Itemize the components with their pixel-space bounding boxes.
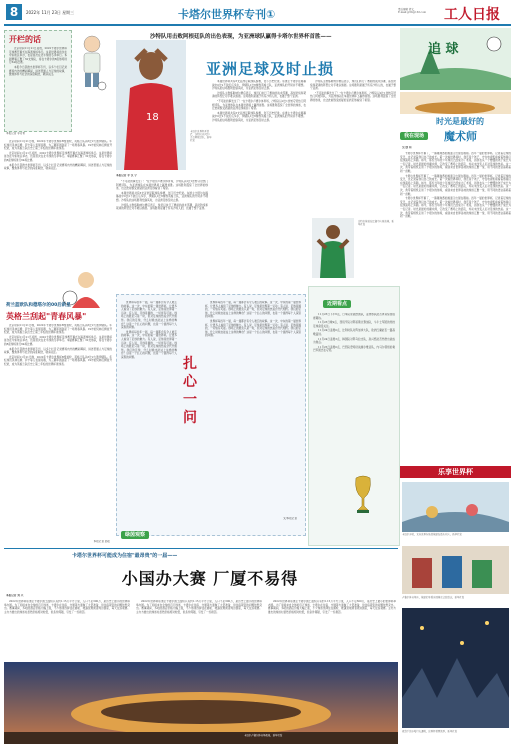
- feature-body: 卡塔尔世界杯开幕了，一幕幕熟悉的画面又出现在眼前。四年一届的世界杯，记录着足球的变迁，也记录着我们自己的成长。第一次看世界杯时，我还是个孩子，守在电视机前看着球星们在绿茵场上奔跑。如今，那些当年的少年球员已经成为了老将，而我也从一个懵懂的孩子成长为一名记者。时光是最好的魔术师，它改变了赛场上的面孔，却从未改变人们对足球的热爱。这一次，我带着相机走进了卡塔尔的球场，看到来自世界各地的球迷汇聚一堂，用不同的语言高唱着同一首歌。 卡塔尔世界杯开幕了，一幕幕熟悉的画面又出现在眼前。四年一届的世界杯，记录着足球的变迁，也记录着我们自己的成长。第一次看世界杯时，我还是个孩子，守在电视机前看着球星们在绿茵场上奔跑。如今，那些当年的少年球员已经成为了老将，而我也从一个懵懂的孩子成长为一名记者。时光是最好的魔术师，它改变了赛场上的面孔，却从未改变人们对足球的热爱。这一次，我带着相机走进了卡塔尔的球场，看到来自世界各地的球迷汇聚一堂，用不同的语言高唱着同一首歌。 卡塔尔世界杯开幕了，一幕幕熟悉的画面又出现在眼前。四年一届的世界杯，记录着足球的变迁，也记录着我们自己的成长。第一次看世界杯时，我还是个孩子，守在电视机前看着球星们在绿茵场上奔跑。如今，那些当年的少年球员已经成为了老将，而我也从一个懵懂的孩子成长为一名记者。时光是最好的魔术师，它改变了赛场上的面孔，却从未改变人们对足球的热爱。这一次，我带着相机走进了卡塔尔的球场，看到来自世界各地的球迷汇聚一堂，用不同的语言高唱着同一首歌。: [400, 152, 511, 219]
- recent-item: 11月23日下午6点，日本队迎战德国队，亚洲球队能否再造惊喜值得期待。: [313, 313, 395, 320]
- stadium-illustration: [400, 92, 511, 114]
- newspaper-logo: 工人日报: [444, 7, 500, 23]
- left-body-top: 北京时间11月21日晚，2022年卡塔尔世界杯B组首轮，英格兰队以6比2大胜伊朗队。年轻球员贝林厄姆、萨卡等人表现亮眼，为三狮军团刮起了一场青春风暴。19岁的贝林厄姆首开纪录，成为英格兰队历史上第二年轻的世界杯进球者。 北京时间11月21日凌晨，2022卡塔尔世界杯足球赛开幕式在海湾球场举行。这是世界杯首次在中东地区举办，也是首次在北半球的冬季举行。本届赛事汇聚了32支球队，将在卡塔尔的8座球场进行64场比赛。 本报今日起推出世界杯专刊，以多个栏目记录赛场内外的精彩瞬间，讲述普通人与足球的故事，聚焦体育与社会的深度联结，敬请关注。: [4, 140, 112, 171]
- main-headline: 亚洲足球及时止损: [205, 60, 334, 78]
- recent-item: 11月24日凌晨3点，韩国队对阵乌拉圭队，孙兴慜能否伤愈出战成为焦点。: [313, 337, 395, 345]
- section-title: 卡塔尔世界杯专刊①: [178, 8, 276, 21]
- feature-byline: 吴 欣 荷: [402, 146, 412, 149]
- bottom-rule: [4, 548, 398, 549]
- main-photo: [116, 40, 186, 170]
- bottom-body-col1: 2022年世界杯东道主卡塔尔国土面积只有约1.15万平方公里，人口不足300万，是历史上最小的世界杯举办国。为了迎接来自全球的百万球迷，卡塔尔在住宿、交通等方面做了大量准备，但住宿紧张的问题依然突出。赛事期间，多哈的酒店价格大幅上涨，不少球迷选择住在邮轮、帐篷营地或者周边国家，每天往返观赛。主办方推出的球迷村虽然价格相对较低，但条件简陋，引发了一些抱怨。: [4, 600, 130, 614]
- cartoon-figure: [72, 32, 112, 92]
- bottom-photo: [4, 662, 398, 744]
- column-title: 开栏的话: [9, 35, 41, 44]
- world-caption-2: 卢赛尔体育场外，球迷们身着各国球衣合影留念。新华社发: [402, 596, 465, 599]
- main-photo-caption: 卡塔尔世界杯开幕后，沙特队以2比1力克阿根廷队。新华社发: [190, 130, 212, 142]
- reporter-tag: 我在现场: [400, 122, 428, 141]
- recent-tag: 近期看点: [323, 300, 351, 308]
- essay-sign: 文/本报记者: [283, 517, 297, 520]
- left-body: 北京时间11月21日晚，2022年卡塔尔世界杯B组首轮，英格兰队以6比2大胜伊朗队。年轻球员贝林厄姆、萨卡等人表现亮眼，为三狮军团刮起了一场青春风暴。19岁的贝林厄姆首开纪录，成为英格兰队历史上第二年轻的世界杯进球者。 北京时间11月21日凌晨，2022卡塔尔世界杯足球赛开幕式在海湾球场举行。这是世界杯首次在中东地区举办，也是首次在北半球的冬季举行。本届赛事汇聚了32支球队，将在卡塔尔的8座球场进行64场比赛。 本报今日起推出世界杯专刊，以多个栏目记录赛场内外的精彩瞬间，讲述普通人与足球的故事，聚焦体育与社会的深度联结，敬请关注。 北京时间11月21日晚，2022年卡塔尔世界杯B组首轮，英格兰队以6比2大胜伊朗队。年轻球员贝林厄姆、萨卡等人表现亮眼，为三狮军团刮起了一场青春风暴。19岁的贝林厄姆首开纪录，成为英格兰队历史上第二年轻的世界杯进球者。: [4, 324, 112, 366]
- svg-text:18: 18: [146, 112, 159, 123]
- main-body-col3: 沙特队主教练勒纳尔赛后表示，球员们执行了赛前的战术部署，高位防线和紧凑的阵型让对手难以施展。这场胜利是属于所有沙特人的，也属于整个亚洲。 "不可能的事发生了！"在卡塔尔卢赛尔体育场，沙特队以2比1逆转夺冠热门阿根廷队，为亚洲球队在本届世界杯上赢得首胜。这场胜利震惊了全世界的球迷，也让此前饱受质疑的亚洲足球看到了希望。: [310, 80, 396, 102]
- world-caption-3: 夜幕下的多哈灯火通明，世界杯氛围浓厚。新华社发: [402, 730, 457, 733]
- main-body-col2: 本届世界杯共有6支亚洲足联球队参赛，创下历史纪录。东道主卡塔尔在揭幕战中0比2不敌厄瓜多尔，伊朗队1比6惨败英格兰队，亚洲球队的开局并不理想。沙特队的这场胜利恰逢其时，为亚洲足球及时止损。 沙特队主教练勒纳尔赛后表示，球员们执行了赛前的战术部署，高位防线和紧凑的阵型让对手难以施展。这场胜利是属于所有沙特人的，也属于整个亚洲。 "不可能的事发生了！"在卡塔尔卢赛尔体育场，沙特队以2比1逆转夺冠热门阿根廷队，为亚洲球队在本届世界杯上赢得首胜。这场胜利震惊了全世界的球迷，也让此前饱受质疑的亚洲足球看到了希望。 本届世界杯共有6支亚洲足联球队参赛，创下历史纪录。东道主卡塔尔在揭幕战中0比2不敌厄瓜多尔，伊朗队1比6惨败英格兰队，亚洲球队的开局并不理想。沙特队的这场胜利恰逢其时，为亚洲足球及时止损。: [212, 80, 306, 122]
- main-byline: 本报记者 李 汉 宇: [116, 174, 137, 177]
- editor-info: 责任编辑 胡文 E-mail:grrb@163.com: [398, 8, 426, 14]
- poster-title: 追 球: [428, 42, 459, 57]
- page-number: 8: [6, 4, 22, 20]
- feature-title: 魔术师: [444, 130, 477, 143]
- intro-text: 北京时间11月21日凌晨，2022卡塔尔世界杯足球赛开幕式在海湾球场举行。这是世界杯首次在中东地区举办，也是首次在北半球的冬季举行。本届赛事汇聚了32支球队，将在卡塔尔的8座球场进行64场比赛。 本报今日起推出世界杯专刊，以多个栏目记录赛场内外的精彩瞬间，讲述普通人与足球的故事，聚焦体育与社会的深度联结，敬请关注。: [9, 47, 67, 77]
- essay-col1: 世界杯每四年一届，每一届都会有令人难忘的故事。这一次，中东的第一届世界杯，让更多人看到了足球的魅力。有人说，足球是世界第一运动；有人说，足球是圆的，一切皆有可能。球场上的胜负只是一时，但对足球的热爱会代代相传。我们的足球，什么时候也能站上这样的舞台？这是一个扎心的问题，也是一个值得每个人深思的问题。 世界杯每四年一届，每一届都会有令人难忘的故事。这一次，中东的第一届世界杯，让更多人看到了足球的魅力。有人说，足球是世界第一运动；有人说，足球是圆的，一切皆有可能。球场上的胜负只是一时，但对足球的热爱会代代相传。我们的足球，什么时候也能站上这样的舞台？这是一个扎心的问题，也是一个值得每个人深思的问题。: [121, 301, 177, 359]
- world-photo-1: [402, 482, 509, 532]
- issue-date: 2022年 11月 23日 星期三: [26, 10, 75, 15]
- left-subtitle: 荷兰蓝欧队和德塔尔的00后新星: [6, 303, 71, 308]
- recent-item: 11月25日凌晨0点，巴西队登场迎战塞尔维亚队，内马尔领衔的桑巴军团志在夺冠。: [313, 345, 395, 353]
- inset-photo: [312, 218, 354, 278]
- green-tag: 绿茵观察: [121, 521, 149, 540]
- bottom-caption: 卡塔尔卢赛尔体育场夜景。新华社发: [244, 734, 283, 737]
- essay-box: [116, 294, 306, 536]
- world-photo-3: [402, 608, 509, 728]
- trophy-icon: [352, 474, 374, 514]
- bottom-body-col3: 2022年世界杯东道主卡塔尔国土面积只有约1.15万平方公里，人口不足300万，是历史上最小的世界杯举办国。为了迎接来自全球的百万球迷，卡塔尔在住宿、交通等方面做了大量准备，但住宿紧张的问题依然突出。赛事期间，多哈的酒店价格大幅上涨，不少球迷选择住在邮轮、帐篷营地或者周边国家，每天往返观赛。主办方推出的球迷村虽然价格相对较低，但条件简陋，引发了一些抱怨。: [268, 600, 396, 614]
- world-tag: 乐享世界杯: [400, 466, 511, 478]
- main-subhead: 沙特队用击败阿根廷队的出色表现，为亚洲球队赢得卡塔尔世界杯首胜——: [150, 34, 332, 40]
- world-photo-2: [402, 546, 509, 594]
- intro-signature: 本报记者 李丹青: [6, 132, 25, 135]
- bottom-subhead: 卡塔尔世界杯可能成为住宿"最昂贵"的一届——: [72, 553, 178, 559]
- bottom-byline: 本报记者 刘 兴: [6, 594, 24, 597]
- poster: [400, 28, 511, 90]
- header-rule: [4, 24, 511, 26]
- intro-box: [4, 30, 72, 132]
- inset-caption: 沙特队球员在比赛中庆祝进球。新华社发: [358, 220, 394, 226]
- essay-col2: 世界杯每四年一届，每一届都会有令人难忘的故事。这一次，中东的第一届世界杯，让更多人看到了足球的魅力。有人说，足球是世界第一运动；有人说，足球是圆的，一切皆有可能。球场上的胜负只是一时，但对足球的热爱会代代相传。我们的足球，什么时候也能站上这样的舞台？这是一个扎心的问题，也是一个值得每个人深思的问题。 世界杯每四年一届，每一届都会有令人难忘的故事。这一次，中东的第一届世界杯，让更多人看到了足球的魅力。有人说，足球是世界第一运动；有人说，足球是圆的，一切皆有可能。球场上的胜负只是一时，但对足球的热爱会代代相传。我们的足球，什么时候也能站上这样的舞台？这是一个扎心的问题，也是一个值得每个人深思的问题。: [205, 301, 301, 338]
- bottom-headline: 小国办大赛 厂厦不易得: [121, 569, 299, 588]
- left-headline: 英格兰刮起"青春风暴": [6, 312, 87, 321]
- feature-kicker: 时光是最好的: [436, 117, 484, 126]
- bottom-body-col2: 2022年世界杯东道主卡塔尔国土面积只有约1.15万平方公里，人口不足300万，是历史上最小的世界杯举办国。为了迎接来自全球的百万球迷，卡塔尔在住宿、交通等方面做了大量准备，但住宿紧张的问题依然突出。赛事期间，多哈的酒店价格大幅上涨，不少球迷选择住在邮轮、帐篷营地或者周边国家，每天往返观赛。主办方推出的球迷村虽然价格相对较低，但条件简陋，引发了一些抱怨。: [136, 600, 262, 614]
- recent-list: [313, 313, 395, 493]
- recent-item: 11月24日凌晨0点，比利时队对阵加拿大队，欧洲红魔能否一路高歌猛进。: [313, 329, 395, 336]
- main-body-col1: "不可能的事发生了！"在卡塔尔卢赛尔体育场，沙特队以2比1逆转夺冠热门阿根廷队，为亚洲球队在本届世界杯上赢得首胜。这场胜利震惊了全世界的球迷，也让此前饱受质疑的亚洲足球看到了希望。 本届世界杯共有6支亚洲足联球队参赛，创下历史纪录。东道主卡塔尔在揭幕战中0比2不敌厄瓜多尔，伊朗队1比6惨败英格兰队，亚洲球队的开局并不理想。沙特队的这场胜利恰逢其时，为亚洲足球及时止损。 沙特队主教练勒纳尔赛后表示，球员们执行了赛前的战术部署，高位防线和紧凑的阵型让对手难以施展。这场胜利是属于所有沙特人的，也属于整个亚洲。: [116, 180, 208, 211]
- recent-item: 11月23日晚9点，西班牙队对阵哥斯达黎加队，斗牛士军团的传控足球备受关注。: [313, 321, 395, 328]
- essay-title: 扎心一问: [183, 356, 197, 426]
- world-caption-1: 卡塔尔多哈，来自世界各地的球迷在街头欢庆。新华社发: [402, 533, 462, 536]
- left-author: 本报记者 邱松: [93, 540, 110, 543]
